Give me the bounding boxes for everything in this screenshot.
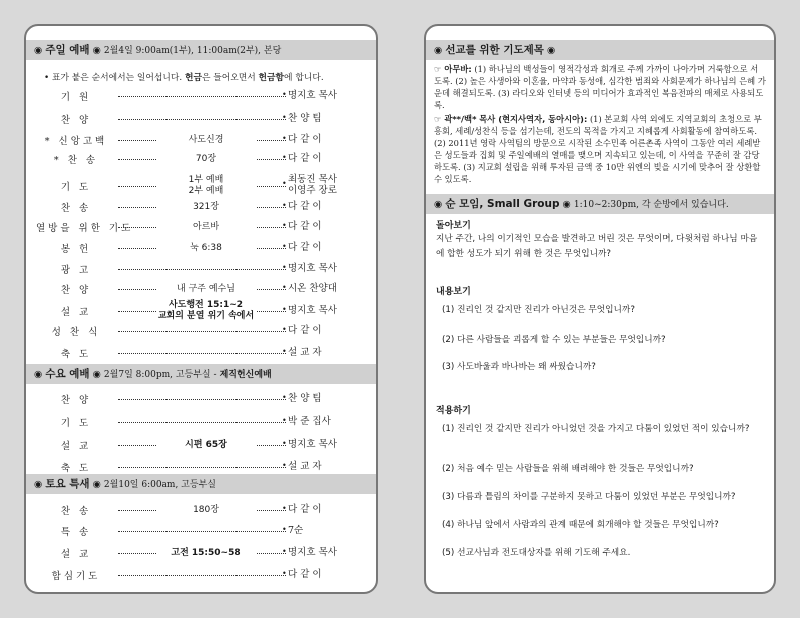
service-item-detail — [156, 548, 256, 559]
bullet-icon: ◉ — [34, 369, 43, 380]
service-person: 다 같 이 — [288, 241, 322, 253]
note-offering: 헌금 — [184, 73, 202, 83]
service-person: 설 교 자 — [288, 460, 322, 472]
service-person: 7순 — [288, 524, 304, 536]
dotted-leader — [118, 399, 166, 400]
service-person: 명지호 목사 — [288, 262, 337, 274]
service-item-leader — [282, 524, 304, 536]
leader-dot-icon: • — [282, 460, 287, 470]
service-item-detail — [156, 505, 256, 516]
small-group-header — [426, 194, 774, 214]
content-heading: 내용보기 — [436, 287, 471, 297]
service-item-detail — [156, 300, 256, 322]
service-detail-line: 사도행전 15:1~2 — [168, 300, 244, 310]
sunday-worship-title: 주일 예배 — [45, 44, 90, 56]
dotted-leader — [118, 353, 166, 354]
leader-dot-icon: • — [282, 524, 287, 534]
dotted-leader — [118, 467, 166, 468]
wednesday-worship-info: 2월7일 8:00pm, 고등부실 - — [103, 370, 217, 380]
mission-marker: ☞ 아무바: — [434, 64, 472, 74]
bullet-icon: ◉ — [92, 369, 101, 380]
service-row — [26, 200, 376, 214]
service-item-detail — [156, 135, 256, 146]
dotted-leader — [166, 269, 236, 270]
service-item-leader — [282, 415, 331, 427]
service-item-detail — [156, 222, 256, 233]
worship-order-panel — [24, 24, 378, 594]
wednesday-worship-title: 수요 예배 — [45, 368, 90, 380]
dotted-leader — [236, 531, 286, 532]
service-row — [26, 133, 376, 147]
review-heading: 돌아보기 — [436, 221, 471, 231]
bullet-icon: ◉ — [92, 45, 101, 56]
dotted-leader — [236, 399, 286, 400]
service-row — [26, 460, 376, 474]
service-row — [26, 220, 376, 234]
service-item-label: 찬 송 — [60, 203, 92, 214]
service-item-label: 축 도 — [60, 463, 92, 474]
service-item-detail — [156, 243, 256, 254]
mission-marker: ☞ 곽**/백* 목사 (현지사역자, 동아시아): — [434, 114, 588, 124]
leader-dot-icon: • — [282, 282, 287, 292]
service-item-label: 열방을 위한 기도 — [36, 223, 134, 234]
bullet-icon: ◉ — [434, 199, 443, 210]
service-person: 시온 찬양대 — [288, 282, 337, 294]
saturday-worship-info: 2월10일 6:00am, 고등부실 — [103, 480, 216, 490]
mission-prayer-title: 선교를 위한 기도제목 — [445, 44, 544, 56]
service-item-label: * 신앙고백 — [44, 136, 108, 147]
service-detail-line: 2부 예배 — [188, 186, 224, 196]
small-group-title: 순 모임, Small Group — [445, 198, 560, 210]
service-row — [26, 282, 376, 296]
service-item-leader — [282, 568, 322, 580]
dotted-leader — [236, 422, 286, 423]
service-item-label: 특 송 — [60, 527, 92, 538]
note-text: 은 들어오면서 — [201, 73, 256, 83]
service-item-leader — [282, 546, 337, 558]
bullet-icon: ◉ — [34, 45, 43, 56]
service-row — [26, 299, 376, 323]
service-item-leader — [282, 174, 337, 196]
service-person: 다 같 이 — [288, 200, 322, 212]
service-item-label: 찬 양 — [60, 285, 92, 296]
service-row — [26, 415, 376, 429]
dotted-leader — [166, 399, 236, 400]
review-text: 지난 주간, 나의 이기적인 모습을 발견하고 버린 것은 무엇이며, 다윗처럼 하나님 마음에 합한 성도가 되기 위해 한 것은 무엇입니까? — [436, 234, 758, 259]
dotted-leader — [166, 119, 236, 120]
mission-text: (1) 본교회 사역 외에도 지역교회의 초청으로 부흥회, 세례/성찬식 등을 섬기는데, 전도의 목적을 가지고 지혜롭게 사회활동에 참여하도록. (2) 2011년 영락 사역팀의 방문으로 시작된 소수민족 어른촌족 사역이 그동안 여러 세례받은 성도들과 집회 및 주일예배의 열매를 맺으며 지속되고 있는데, 이 사역을 꾸준히 잘 감당하도록. (3) 지교회 설립을 위해 투자된 금액 중 10만 위엔의 빚을 시기에 맞추어 잘 상환할 수 있도록. — [434, 114, 762, 184]
leader-dot-icon: • — [282, 133, 287, 143]
service-person: 다 같 이 — [288, 568, 322, 580]
service-item-label: 광 고 — [60, 265, 92, 276]
service-detail-line: 교회의 분열 위기 속에서 — [157, 311, 255, 321]
service-item-leader — [282, 220, 322, 232]
service-item-label: 찬 양 — [60, 395, 92, 406]
service-row — [26, 241, 376, 255]
dotted-leader — [118, 269, 166, 270]
service-item-label: * 찬 송 — [53, 155, 99, 166]
service-person: 다 같 이 — [288, 503, 322, 515]
service-row — [26, 112, 376, 126]
apply-question: (1) 진리인 것 같지만 진리가 아니었던 것을 가지고 다툼이 있었던 적이 있습니까? — [442, 424, 750, 434]
leader-dot-icon: • — [282, 220, 287, 230]
dotted-leader — [236, 269, 286, 270]
service-detail-line: 내 구주 예수님 — [177, 283, 235, 294]
dotted-leader — [166, 531, 236, 532]
service-item-detail — [156, 175, 256, 197]
service-item-label: 기 도 — [60, 418, 92, 429]
bullet-icon: ◉ — [434, 45, 443, 56]
dotted-leader — [118, 119, 166, 120]
note-text: 에 합니다. — [284, 73, 324, 83]
service-person: 찬 양 팀 — [288, 392, 322, 404]
leader-dot-icon: • — [282, 503, 287, 513]
leader-dot-icon: • — [282, 112, 287, 122]
service-item-leader — [282, 282, 337, 294]
service-item-label: 설 교 — [60, 307, 92, 318]
leader-dot-icon: • — [282, 392, 287, 402]
service-item-leader — [282, 133, 322, 145]
service-item-leader — [282, 152, 322, 164]
service-item-label: 기 원 — [60, 92, 92, 103]
leader-dot-icon: • — [282, 324, 287, 334]
content-question: (2) 다른 사람들을 괴롭게 할 수 있는 부분들은 무엇입니까? — [442, 335, 666, 345]
service-item-label: 찬 양 — [60, 115, 92, 126]
leader-dot-icon: • — [282, 304, 287, 314]
dotted-leader — [166, 331, 236, 332]
service-person: 다 같 이 — [288, 133, 322, 145]
service-item-detail — [156, 202, 256, 213]
content-question: (3) 사도바울과 바나바는 왜 싸웠습니까? — [442, 362, 596, 372]
service-row — [26, 174, 376, 198]
dotted-leader — [118, 531, 166, 532]
leader-dot-icon: • — [282, 152, 287, 162]
dotted-leader — [236, 575, 286, 576]
service-item-leader — [282, 200, 322, 212]
service-detail-line: 1부 예배 — [188, 175, 224, 185]
bullet-icon: ◉ — [92, 479, 101, 490]
service-item-leader — [282, 304, 337, 316]
service-row — [26, 346, 376, 360]
service-detail-line: 180장 — [193, 504, 219, 515]
dotted-leader — [118, 96, 166, 97]
service-detail-line: 아르바 — [192, 221, 220, 232]
service-person: 다 같 이 — [288, 152, 322, 164]
apply-question: (3) 다름과 틀림의 차이를 구분하지 못하고 다툼이 있었던 부분은 무엇입니까? — [442, 492, 736, 502]
service-item-label: 찬 송 — [60, 506, 92, 517]
service-person: 명지호 목사 — [288, 304, 337, 316]
dotted-leader — [236, 467, 286, 468]
mission-text: (1) 하나님의 백성들이 영적각성과 회개로 주께 가까이 나아가며 거룩함으로 서도록. (2) 높은 사생아와 이혼율, 마약과 동성애, 심각한 범죄와 사회문제가 하나님의 은혜 가운데 해결되도록. (3) 라디오와 인터넷 등의 미디어가 효과적인 복음전파의 매체로 사용되도록. — [434, 64, 766, 110]
apply-question: (4) 하나님 앞에서 사람과의 관계 때문에 회개해야 할 것들은 무엇입니까? — [442, 520, 719, 530]
leader-dot-icon: • — [282, 241, 287, 251]
leader-dot-icon: • — [282, 568, 287, 578]
service-row — [26, 568, 376, 582]
dotted-leader — [118, 331, 166, 332]
prayer-smallgroup-panel — [424, 24, 776, 594]
service-row — [26, 262, 376, 276]
note-offering-box: 헌금함 — [258, 73, 285, 83]
service-item-leader — [282, 392, 322, 404]
dotted-leader — [166, 353, 236, 354]
service-item-label: 설 교 — [60, 549, 92, 560]
apply-question: (5) 선교사님과 전도대상자를 위해 기도해 주세요. — [442, 548, 631, 558]
dotted-leader — [236, 331, 286, 332]
service-person: 설 교 자 — [288, 346, 322, 358]
service-item-label: 합심기도 — [51, 571, 101, 582]
service-detail-line: 321장 — [193, 201, 219, 212]
service-item-label: 기 도 — [60, 182, 92, 193]
mission-prayer-header — [426, 40, 774, 60]
service-item-label: 봉 헌 — [60, 244, 92, 255]
sunday-note — [44, 70, 324, 83]
service-detail-line: 사도신경 — [188, 134, 224, 145]
service-person: 이영주 장로 — [288, 185, 337, 196]
service-item-leader — [282, 324, 322, 336]
leader-dot-icon: • — [282, 262, 287, 272]
service-person: 명지호 목사 — [288, 546, 337, 558]
service-item-detail — [156, 154, 256, 165]
service-row — [26, 392, 376, 406]
service-item-leader — [282, 460, 322, 472]
dotted-leader — [236, 119, 286, 120]
mission-prayer-item — [434, 63, 766, 111]
service-row — [26, 89, 376, 103]
bullet-icon: ◉ — [562, 199, 571, 210]
sunday-worship-info: 2월4일 9:00am(1부), 11:00am(2부), 본당 — [103, 46, 282, 56]
dotted-leader — [166, 575, 236, 576]
note-text: 표가 붙은 순서에서는 일어섭니다. — [52, 73, 183, 83]
service-item-label: 성 찬 식 — [51, 327, 101, 338]
sunday-worship-header — [26, 40, 376, 60]
service-person: 다 같 이 — [288, 324, 322, 336]
dotted-leader — [166, 467, 236, 468]
service-detail-line: 고전 15:50~58 — [171, 547, 241, 558]
service-item-leader — [282, 89, 337, 101]
note-bullet-icon: • — [44, 73, 50, 83]
service-row — [26, 524, 376, 538]
service-item-leader — [282, 262, 337, 274]
small-group-info: 1:10~2:30pm, 각 순방에서 있습니다. — [573, 200, 729, 210]
wednesday-worship-type: 제직헌신예배 — [219, 370, 272, 380]
bullet-icon: ◉ — [34, 479, 43, 490]
leader-dot-icon: • — [282, 546, 287, 556]
service-item-detail — [156, 440, 256, 451]
bullet-icon: ◉ — [546, 45, 556, 56]
dotted-leader — [166, 96, 236, 97]
dotted-leader — [118, 575, 166, 576]
service-item-label: 설 교 — [60, 441, 92, 452]
service-person: 찬 양 팀 — [288, 112, 322, 124]
service-item-leader — [282, 503, 322, 515]
service-row — [26, 503, 376, 517]
service-person: 다 같 이 — [288, 220, 322, 232]
mission-prayer-item — [434, 113, 766, 185]
service-row — [26, 438, 376, 452]
leader-dot-icon: • — [282, 179, 287, 188]
service-row — [26, 324, 376, 338]
service-person: 명지호 목사 — [288, 438, 337, 450]
service-item-leader — [282, 112, 322, 124]
dotted-leader — [236, 353, 286, 354]
apply-question: (2) 처음 예수 믿는 사람들을 위해 배려해야 한 것들은 무엇입니까? — [442, 464, 694, 474]
dotted-leader — [118, 422, 166, 423]
saturday-worship-title: 토요 특새 — [45, 478, 90, 490]
service-item-leader — [282, 346, 322, 358]
service-detail-line: 70장 — [195, 153, 217, 164]
service-row — [26, 546, 376, 560]
service-item-leader — [282, 438, 337, 450]
service-row — [26, 152, 376, 166]
service-person: 박 준 집사 — [288, 415, 331, 427]
service-item-label: 축 도 — [60, 349, 92, 360]
leader-dot-icon: • — [282, 438, 287, 448]
service-person: 최동진 목사 — [288, 174, 337, 185]
service-item-detail — [156, 284, 256, 295]
saturday-worship-header — [26, 474, 376, 494]
dotted-leader — [166, 422, 236, 423]
leader-dot-icon: • — [282, 415, 287, 425]
leader-dot-icon: • — [282, 200, 287, 210]
apply-heading: 적용하기 — [436, 406, 471, 416]
service-item-leader — [282, 241, 322, 253]
wednesday-worship-header — [26, 364, 376, 384]
dotted-leader — [236, 96, 286, 97]
content-question: (1) 진리인 것 같지만 진리가 아닌것은 무엇입니까? — [442, 305, 635, 315]
service-detail-line: 눅 6:38 — [190, 242, 222, 253]
service-detail-line: 시편 65장 — [185, 439, 227, 450]
leader-dot-icon: • — [282, 89, 287, 99]
leader-dot-icon: • — [282, 346, 287, 356]
service-person: 명지호 목사 — [288, 89, 337, 101]
